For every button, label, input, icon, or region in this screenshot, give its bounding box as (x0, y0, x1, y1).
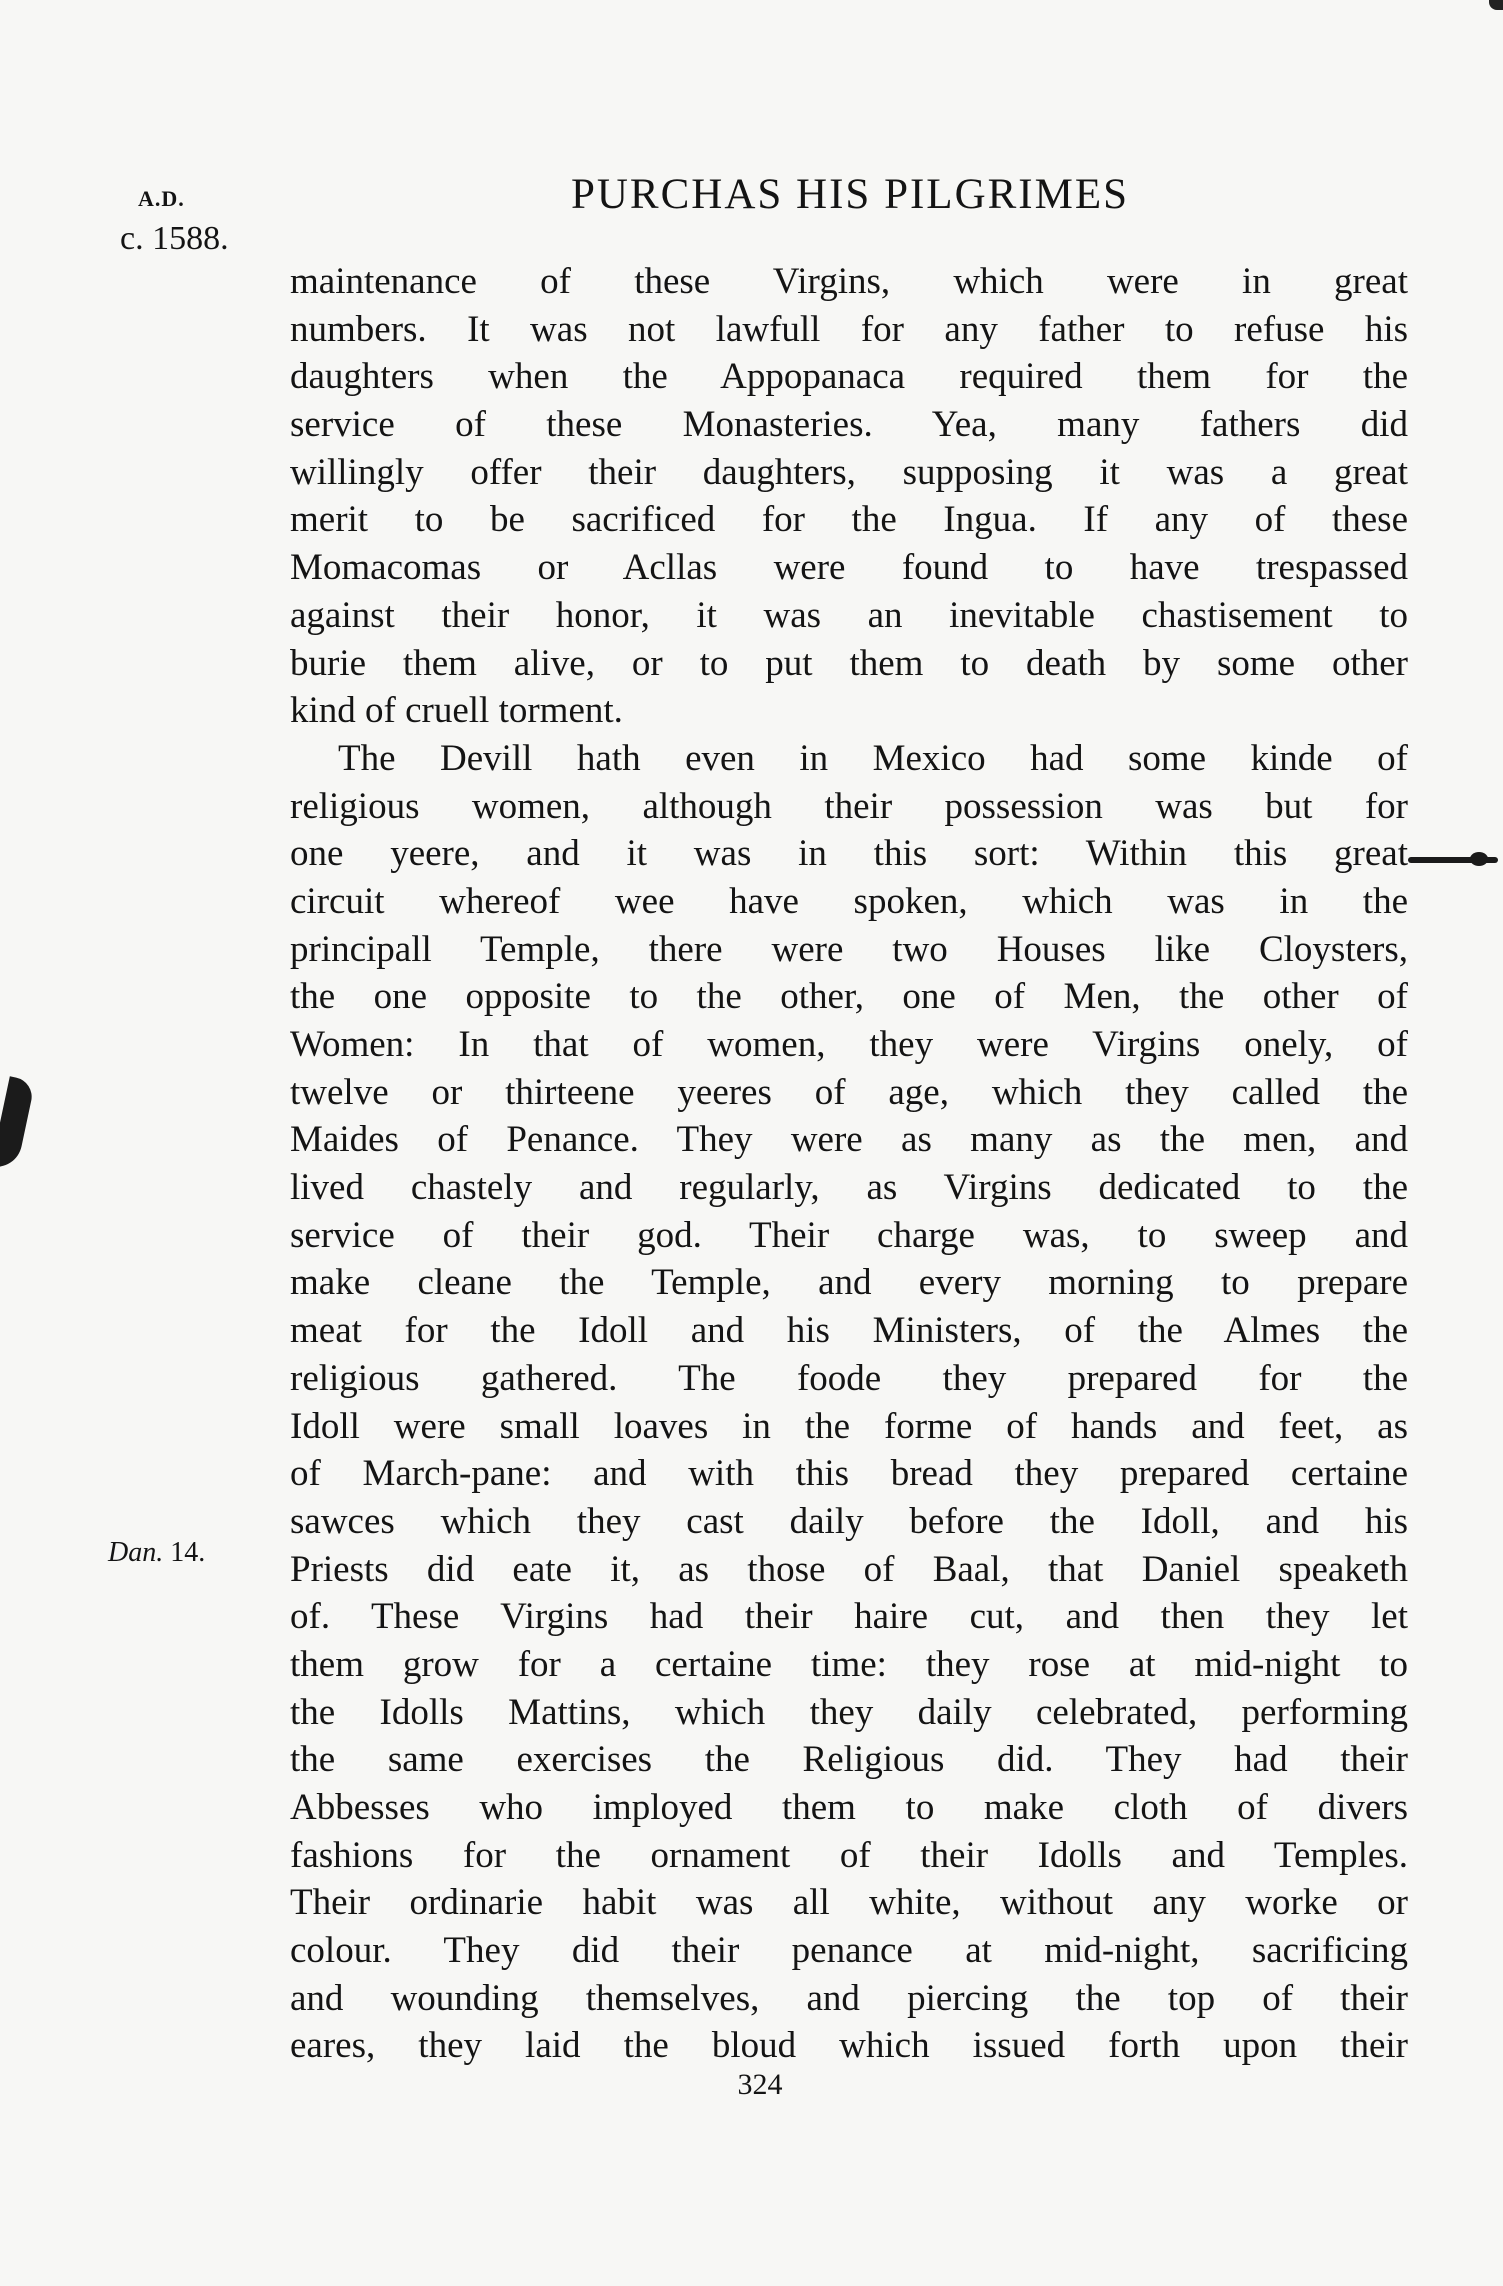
body-text (290, 258, 1408, 2070)
text-line: the same exercises the Religious did. They had their (290, 1739, 1408, 1781)
date-year: c. 1588. (120, 220, 229, 257)
text-line: religious gathered. The foode they prepared for the (290, 1357, 1408, 1399)
text-line: them grow for a certaine time: they rose at mid-night to (290, 1643, 1408, 1685)
text-line: daughters when the Appopanaca required them for the (290, 356, 1408, 398)
running-head: PURCHAS HIS PILGRIMES (570, 171, 1130, 218)
text-line: willingly offer their daughters, supposing it was a great (290, 451, 1408, 493)
text-line: Women: In that of women, they were Virgins onely, of (290, 1024, 1408, 1065)
pen-mark-dot (1470, 852, 1488, 866)
text-line: Maides of Penance. They were as many as the men, and (290, 1119, 1408, 1161)
text-line: of. These Virgins had their haire cut, and then they let (290, 1596, 1408, 1638)
text-line: burie them alive, or to put them to death by some other (290, 642, 1408, 684)
margin-ink-stain (0, 1076, 35, 1171)
text-line: lived chastely and regularly, as Virgins dedicated to the (290, 1167, 1408, 1209)
text-line: The Devill hath even in Mexico had some kinde of (338, 737, 1408, 779)
text-line: kind of cruell torment. (290, 690, 623, 732)
page-number: 324 (737, 2068, 783, 2101)
text-line: eares, they laid the bloud which issued forth upon their (290, 2025, 1408, 2067)
text-line: colour. They did their penance at mid-night, sacrificing (290, 1930, 1408, 1972)
text-line: the Idolls Mattins, which they daily celebrated, performing (290, 1691, 1408, 1733)
text-line: fashions for the ornament of their Idolls and Temples. (290, 1834, 1408, 1876)
text-line: against their honor, it was an inevitable chastisement to (290, 594, 1408, 636)
text-line: principall Temple, there were two Houses like Cloysters, (290, 928, 1408, 970)
text-line: numbers. It was not lawfull for any father to refuse his (290, 308, 1408, 350)
text-line: and wounding themselves, and piercing the top of their (290, 1977, 1408, 2019)
margin-reference-book: Dan. (108, 1537, 164, 1568)
text-line: service of these Monasteries. Yea, many fathers did (290, 404, 1408, 446)
text-line: Momacomas or Acllas were found to have trespassed (290, 547, 1408, 589)
text-line: one yeere, and it was in this sort: Within this great (290, 833, 1408, 875)
page-corner-mark (1489, 0, 1503, 10)
margin-reference-chapter: 14. (170, 1537, 206, 1568)
text-line: maintenance of these Virgins, which were in great (290, 261, 1408, 302)
text-line: the one opposite to the other, one of Men, the other of (290, 976, 1408, 1018)
text-line: Priests did eate it, as those of Baal, that Daniel speaketh (290, 1548, 1408, 1590)
margin-reference (108, 1537, 205, 1569)
text-line: twelve or thirteene yeeres of age, which they called the (290, 1071, 1408, 1113)
text-line: Idoll were small loaves in the forme of hands and feet, as (290, 1405, 1408, 1447)
text-line: make cleane the Temple, and every morning to prepare (290, 1262, 1408, 1304)
text-line: sawces which they cast daily before the Idoll, and his (290, 1500, 1408, 1542)
text-line: Their ordinarie habit was all white, without any worke or (290, 1882, 1408, 1924)
text-line: merit to be sacrificed for the Ingua. If any of these (290, 499, 1408, 541)
text-line: service of their god. Their charge was, to sweep and (290, 1214, 1408, 1256)
text-line: circuit whereof wee have spoken, which was in the (290, 880, 1408, 922)
text-line: religious women, although their possession was but for (290, 785, 1408, 827)
text-line: meat for the Idoll and his Ministers, of the Almes the (290, 1310, 1408, 1352)
text-line: Abbesses who imployed them to make cloth of divers (290, 1787, 1408, 1828)
text-line: of March-pane: and with this bread they prepared certaine (290, 1453, 1408, 1495)
date-label: A.D. (138, 186, 185, 211)
